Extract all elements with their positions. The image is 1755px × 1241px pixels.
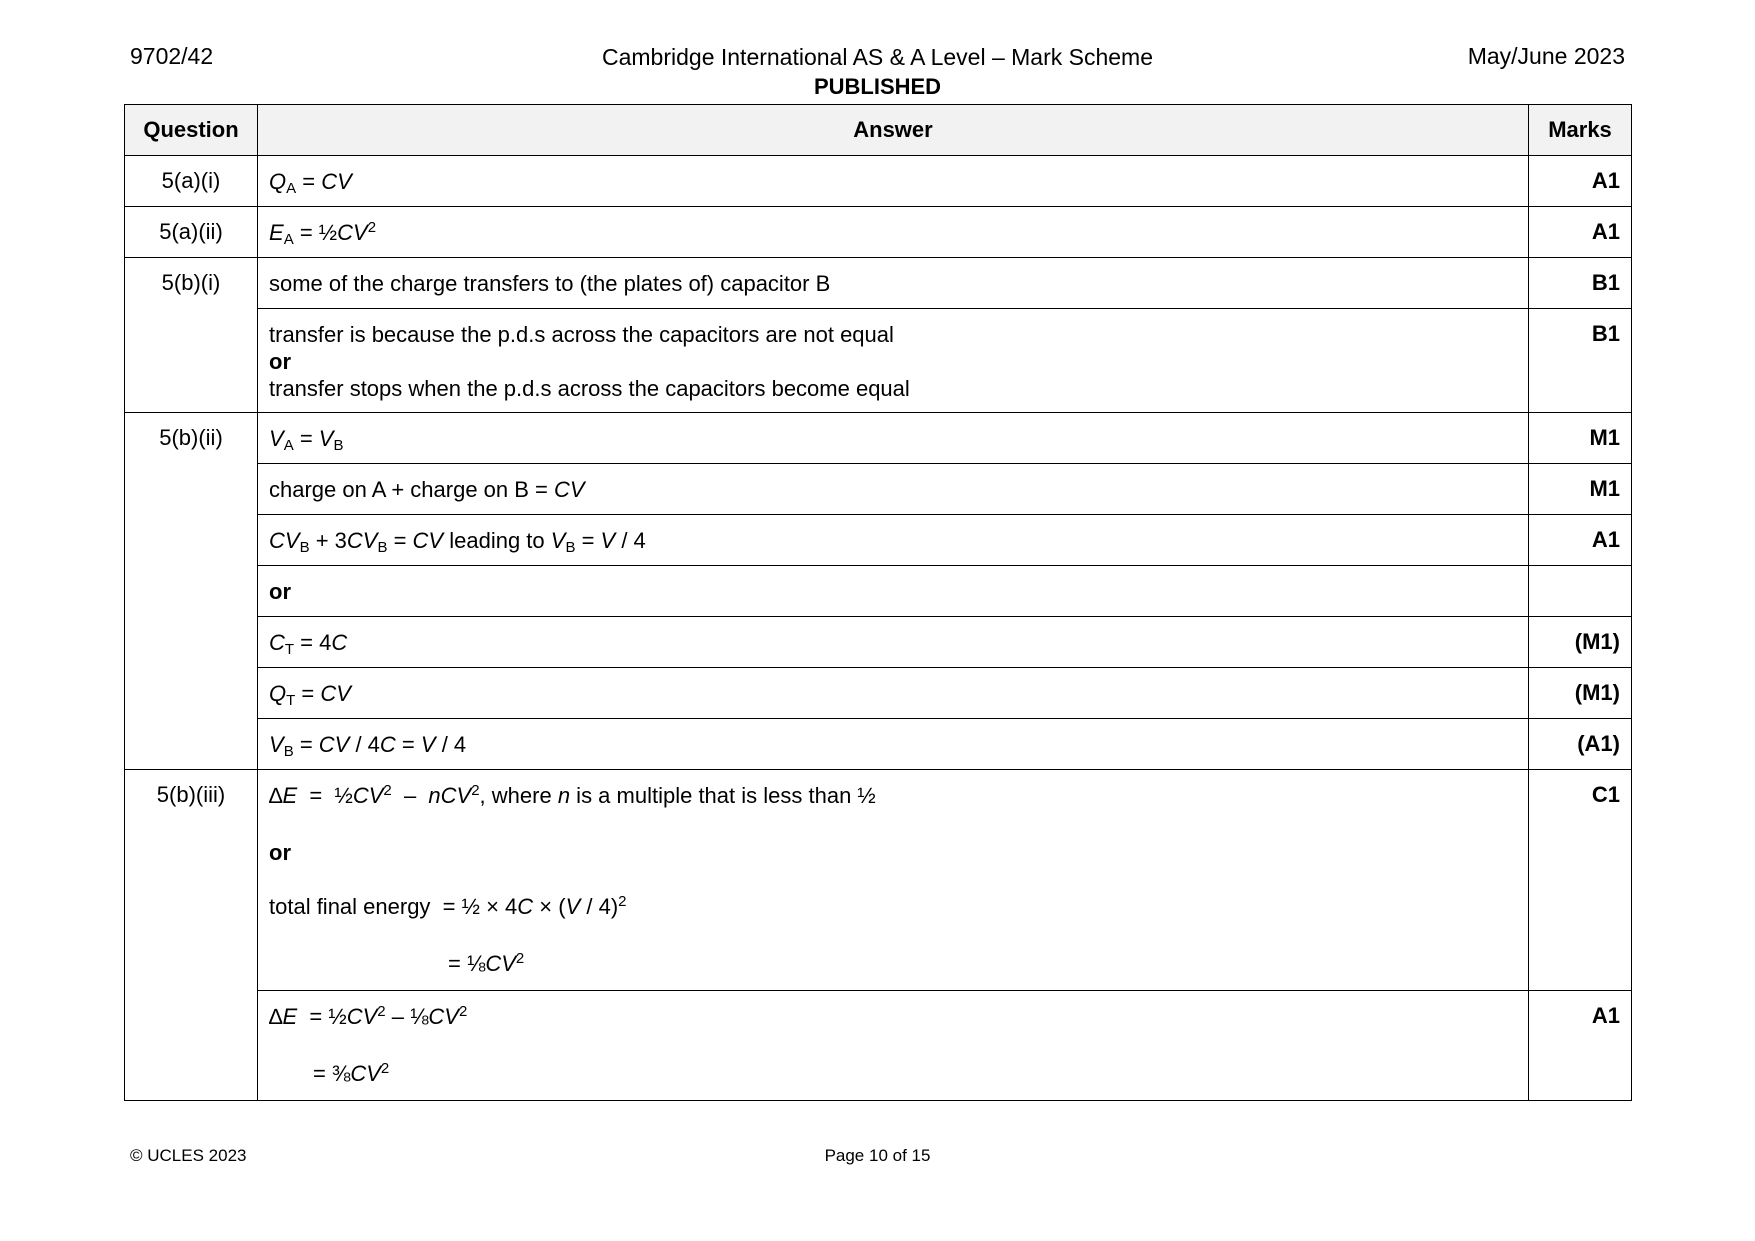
answer-text: total final energy <box>269 894 431 919</box>
answer-cell: $Q_T$ = CV <box>258 668 1529 719</box>
table-header-row <box>125 105 1632 156</box>
paper-code: 9702/42 <box>130 43 214 69</box>
answer-line: = $\frac{3}{8}CV^2$ <box>313 1060 390 1086</box>
answer-line: = $\frac{1}{8}CV^2$ <box>448 950 525 976</box>
table-row <box>125 207 1632 258</box>
question-number: 5(b)(ii) <box>125 413 258 770</box>
answer-cell: $E_A$ = $\frac{1}{2}CV^2$ <box>258 207 1529 258</box>
answer-line: $\Delta E = \frac{1}{2}CV^2 - nCV^2$, where n is a multiple that is less than ½ <box>269 782 876 808</box>
mark-cell: A1 <box>1529 207 1632 258</box>
mark-cell: (M1) <box>1529 668 1632 719</box>
answer-cell: charge on A + charge on B = CV <box>258 464 1529 515</box>
table-row <box>125 566 1632 617</box>
question-number: 5(b)(iii) <box>125 770 258 1101</box>
table-row <box>125 258 1632 309</box>
or-label: or <box>269 840 291 865</box>
table-row <box>125 719 1632 770</box>
table-row <box>125 668 1632 719</box>
mark-cell: M1 <box>1529 464 1632 515</box>
answer-text: charge on A + charge on B = <box>269 477 554 502</box>
answer-cell: $CV_B + 3CV_B$ = CV leading to $V_B = V / 4$ <box>258 515 1529 566</box>
mark-cell: A1 <box>1529 156 1632 207</box>
answer-text: , where <box>479 783 558 808</box>
mark-cell: M1 <box>1529 413 1632 464</box>
table-row <box>125 770 1632 991</box>
table-row <box>125 309 1632 413</box>
mark-cell: C1 <box>1529 770 1632 991</box>
table-row <box>125 156 1632 207</box>
mark-cell: B1 <box>1529 258 1632 309</box>
answer-cell <box>258 770 1529 991</box>
mark-cell: A1 <box>1529 515 1632 566</box>
title-text: Cambridge International AS & A Level – Mark Scheme <box>601 44 1154 70</box>
answer-line: $\Delta E = \frac{1}{2}CV^2$ – $\frac{1}{8}CV^2$ <box>269 1003 468 1029</box>
answer-cell: $V_B$ = CV / 4C = V / 4 <box>258 719 1529 770</box>
mark-cell <box>1529 566 1632 617</box>
answer-cell: $C_T = 4C$ <box>258 617 1529 668</box>
question-number: 5(b)(i) <box>125 258 258 413</box>
mark-cell: B1 <box>1529 309 1632 413</box>
exam-session: May/June 2023 <box>1467 43 1625 69</box>
or-label: or <box>258 566 1529 617</box>
mark-cell: A1 <box>1529 991 1632 1101</box>
published-label: PUBLISHED <box>813 74 942 99</box>
answer-line: transfer stops when the p.d.s across the capacitors become equal <box>269 376 910 401</box>
table-row <box>125 515 1632 566</box>
table-row <box>125 413 1632 464</box>
question-number: 5(a)(i) <box>125 156 258 207</box>
question-number: 5(a)(ii) <box>125 207 258 258</box>
answer-cell: $V_A = V_B$ <box>258 413 1529 464</box>
page-number: Page 10 of 15 <box>824 1146 931 1165</box>
column-header-marks: Marks <box>1529 105 1632 156</box>
answer-cell <box>258 309 1529 413</box>
mark-cell: (M1) <box>1529 617 1632 668</box>
answer-cell: $Q_A$ = CV <box>258 156 1529 207</box>
table-row <box>125 617 1632 668</box>
column-header-question: Question <box>125 105 258 156</box>
column-header-answer: Answer <box>258 105 1529 156</box>
or-label: or <box>269 349 291 374</box>
answer-cell <box>258 991 1529 1101</box>
mark-cell: (A1) <box>1529 719 1632 770</box>
table-row <box>125 991 1632 1101</box>
answer-text: is a multiple that is less than ½ <box>570 783 876 808</box>
answer-text: leading to <box>443 528 551 553</box>
copyright: © UCLES 2023 <box>130 1146 247 1165</box>
table-row <box>125 464 1632 515</box>
answer-line: transfer is because the p.d.s across the capacitors are not equal <box>269 322 894 347</box>
mark-scheme-table <box>124 104 1632 1101</box>
answer-line: total final energy = ½ × 4C × (V / 4)$^2$ <box>269 893 627 919</box>
answer-cell: some of the charge transfers to (the plates of) capacitor B <box>258 258 1529 309</box>
